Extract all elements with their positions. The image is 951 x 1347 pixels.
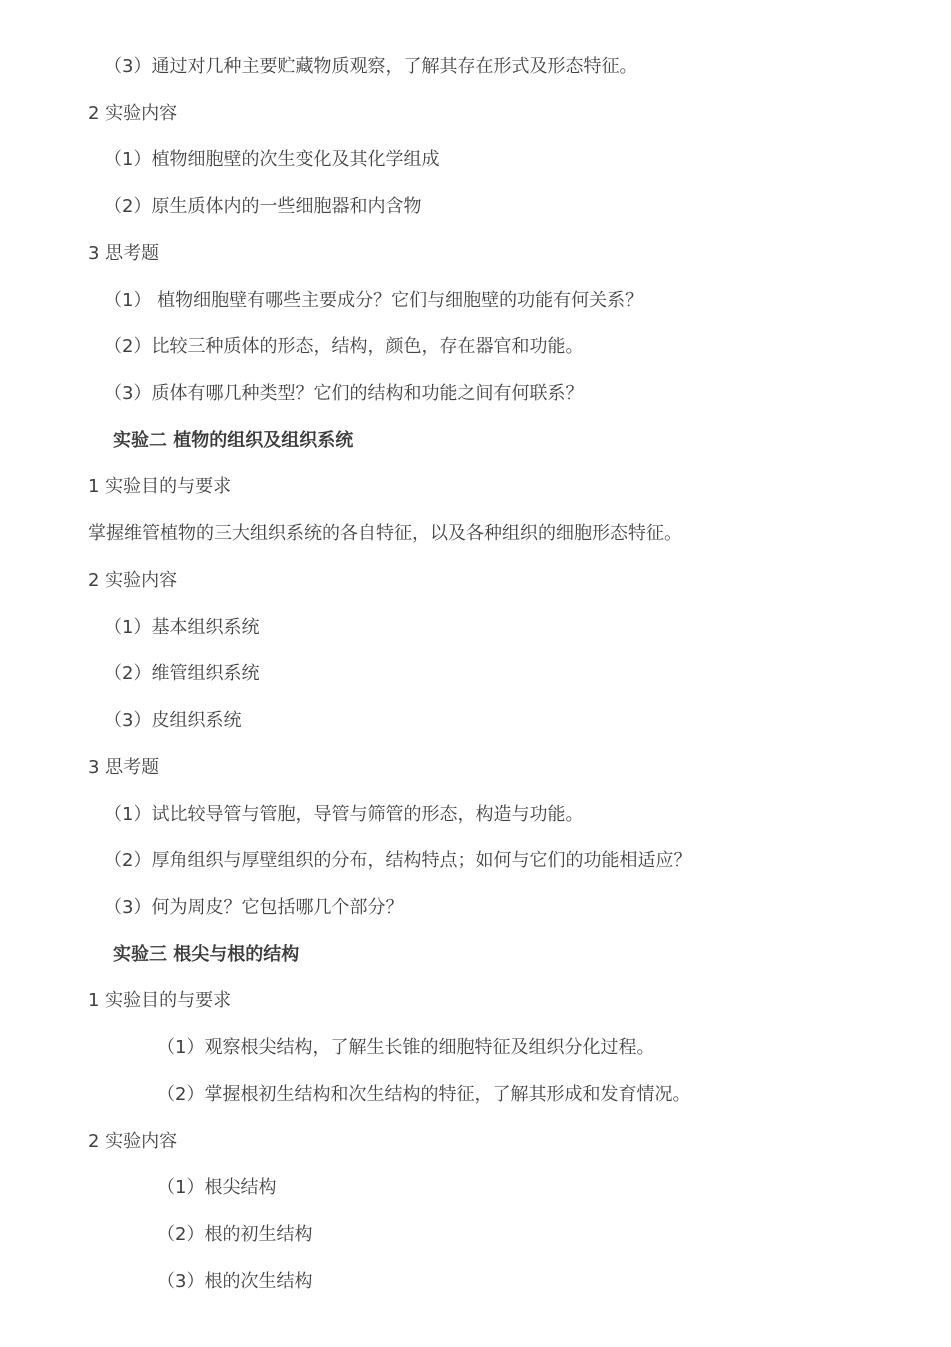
text-line: 2 实验内容 [88,103,178,124]
text-line: 3 思考题 [88,757,160,778]
text-line: 2 实验内容 [88,570,178,591]
text-line: （1） 植物细胞壁有哪些主要成分？它们与细胞壁的功能有何关系？ [104,290,644,311]
text-line: （2）厚角组织与厚壁组织的分布，结构特点；如何与它们的功能相适应？ [104,850,692,871]
text-line: （3）通过对几种主要贮藏物质观察，了解其存在形式及形态特征。 [104,56,638,77]
text-line: （1）观察根尖结构，了解生长锥的细胞特征及组织分化过程。 [157,1037,655,1058]
text-line: （2）比较三种质体的形态，结构，颜色，存在器官和功能。 [104,336,584,357]
text-line: （2）掌握根初生结构和次生结构的特征，了解其形成和发育情况。 [157,1084,691,1105]
text-line: （2）维管组织系统 [104,663,260,684]
text-line: （1）基本组织系统 [104,617,260,638]
text-line: （3）质体有哪几种类型？它们的结构和功能之间有何联系？ [104,383,584,404]
text-line: 3 思考题 [88,243,160,264]
text-line: （3）何为周皮？它包括哪几个部分？ [104,897,404,918]
section-heading: 实验三 根尖与根的结构 [113,944,300,965]
section-heading: 实验二 植物的组织及组织系统 [113,430,354,451]
text-line: （3）皮组织系统 [104,710,242,731]
text-line: 1 实验目的与要求 [88,476,232,497]
text-line: （2）根的初生结构 [157,1224,313,1245]
text-line: 掌握维管植物的三大组织系统的各自特征，以及各种组织的细胞形态特征。 [88,523,682,544]
text-line: （3）根的次生结构 [157,1271,313,1292]
text-line: （1）根尖结构 [157,1177,277,1198]
text-line: （1）植物细胞壁的次生变化及其化学组成 [104,149,440,170]
text-line: （2）原生质体内的一些细胞器和内含物 [104,196,422,217]
text-line: （1）试比较导管与管胞，导管与筛管的形态，构造与功能。 [104,804,584,825]
text-line: 1 实验目的与要求 [88,990,232,1011]
text-line: 2 实验内容 [88,1131,178,1152]
